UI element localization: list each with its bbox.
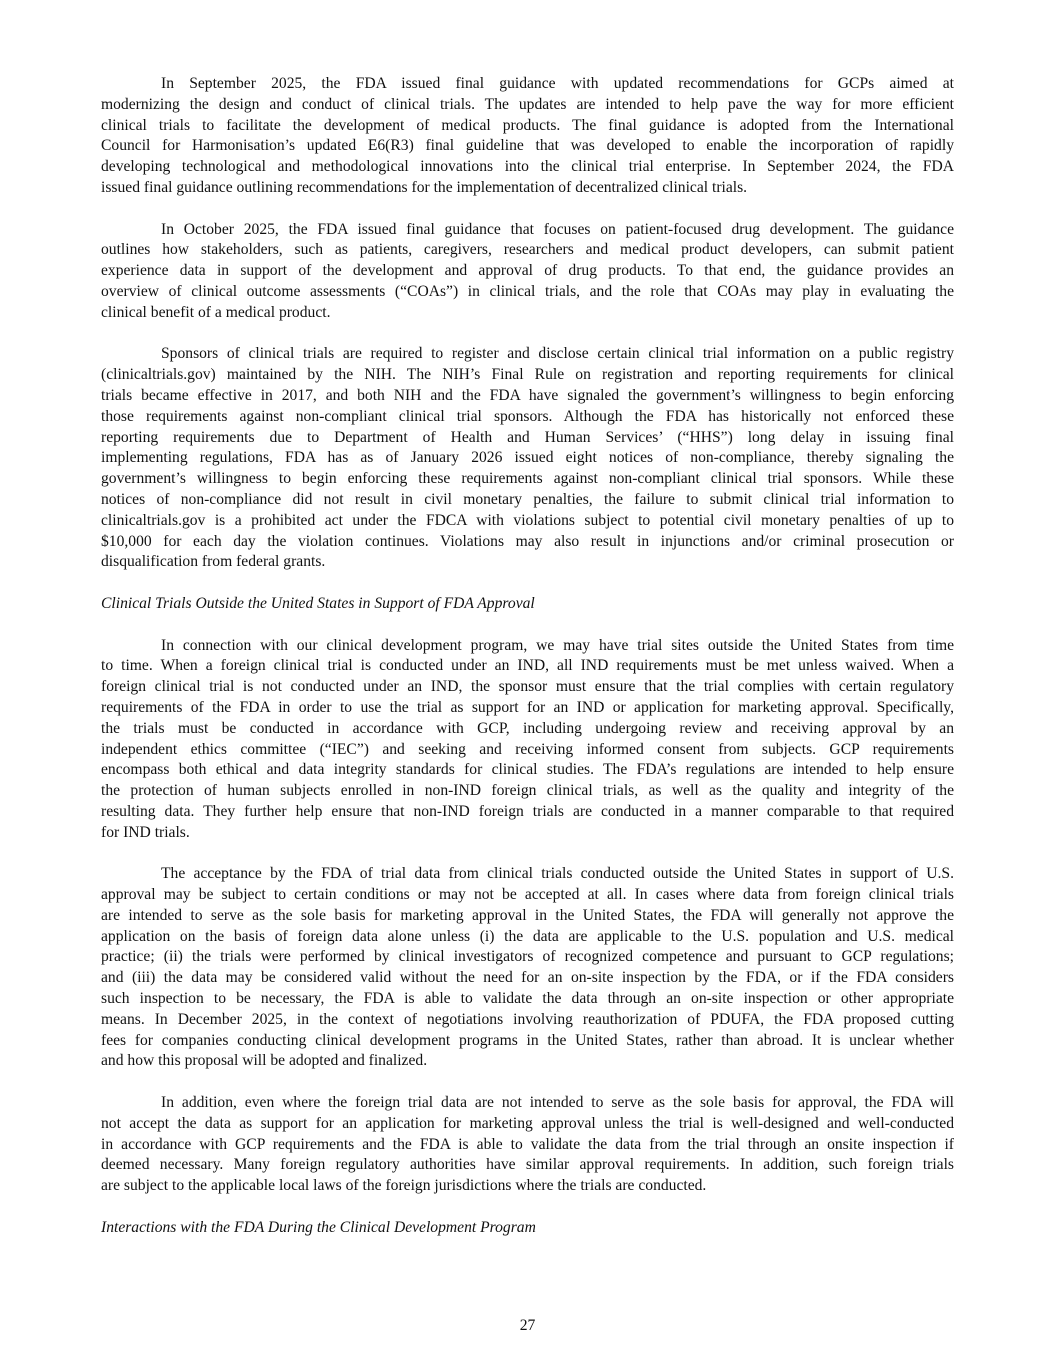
text-line: issued final guidance outlining recommendations for the implementation of decentralized clinical trials.: [101, 178, 748, 196]
text-line: In connection with our clinical development program, we may have trial sites outside the United States from time: [161, 636, 954, 654]
text-line: those requirements against non-compliant clinical trial sponsors. Although the FDA has historically not enforced these: [101, 407, 954, 425]
text-line: are intended to serve as the sole basis for marketing approval in the United States, the FDA will generally not approve the: [101, 906, 954, 924]
text-line: and (iii) the data may be considered valid without the need for an on-site inspection by the FDA, or if the FDA considers: [101, 969, 954, 987]
text-line: the trials must be conducted in accordance with GCP, including undergoing review and receiving approval by an: [101, 719, 954, 737]
text-line: clinical trials to facilitate the development of medical products. The final guidance is adopted from the International: [101, 116, 954, 134]
text-line: application on the basis of foreign data alone unless (i) the data are applicable to the U.S. population and U.S. medical: [101, 927, 954, 945]
text-line: outlines how stakeholders, such as patients, caregivers, researchers and medical product developers, can submit patient: [101, 241, 954, 259]
paragraph-foreign-data-support: [101, 1093, 954, 1197]
text-line: Council for Harmonisation’s updated E6(R3) final guideline that was developed to enable the incorporation of rapidly: [101, 137, 954, 155]
text-line: in accordance with GCP requirements and the FDA is able to validate the data from the trial through an onsite inspection if: [101, 1135, 954, 1153]
text-line: and how this proposal will be adopted and finalized.: [101, 1052, 428, 1070]
text-line: disqualification from federal grants.: [101, 553, 326, 571]
text-line: The acceptance by the FDA of trial data from clinical trials conducted outside the United States in support of U.S.: [161, 865, 954, 883]
text-line: to time. When a foreign clinical trial is conducted under an IND, all IND requirements must be met unless waived. When a: [101, 657, 954, 675]
text-line: implementing regulations, FDA has as of January 2026 issued eight notices of non-compliance, thereby signaling the: [101, 449, 954, 467]
text-line: are subject to the applicable local laws of the foreign jurisdictions where the trials are conducted.: [101, 1177, 707, 1195]
page-number: 27: [519, 1317, 536, 1334]
text-line: clinicaltrials.gov is a prohibited act under the FDCA with violations subject to potential civil monetary penalties of up to: [101, 511, 954, 529]
text-line: means. In December 2025, in the context of negotiations involving reauthorization of PDUFA, the FDA proposed cutting: [101, 1010, 954, 1028]
text-line: (clinicaltrials.gov) maintained by the NIH. The NIH’s Final Rule on registration and reporting requirements for clinical: [101, 366, 954, 384]
text-line: for IND trials.: [101, 823, 190, 841]
text-line: notices of non-compliance did not result in civil monetary penalties, the failure to submit clinical trial information to: [101, 490, 954, 508]
text-line: encompass both ethical and data integrity standards for clinical studies. The FDA’s regulations are intended to help ensure: [101, 761, 954, 779]
document-page: [101, 74, 954, 1259]
text-line: modernizing the design and conduct of clinical trials. The updates are intended to help pave the way for more efficient: [101, 95, 954, 113]
section-heading-fda-interactions: Interactions with the FDA During the Clinical Development Program: [101, 1218, 536, 1236]
text-line: government’s willingness to begin enforcing these requirements against non-compliant clinical trial sponsors. While these: [101, 470, 954, 488]
paragraph-foreign-data-acceptance: [101, 864, 954, 1072]
paragraph-patient-focused-guidance: [101, 220, 954, 324]
text-line: trials became effective in 2017, and both NIH and the FDA have signaled the government’s willingness to begin enforcing: [101, 386, 954, 404]
text-line: reporting requirements due to Department of Health and Human Services’ (“HHS”) long delay in issuing final: [101, 428, 954, 446]
text-line: In October 2025, the FDA issued final guidance that focuses on patient-focused drug development. The guidance: [161, 220, 954, 238]
text-line: requirements of the FDA in order to use the trial as support for an IND or application for marketing approval. Specifically,: [101, 698, 954, 716]
text-line: fees for companies conducting clinical development programs in the United States, rather than abroad. It is unclear whether: [101, 1031, 954, 1049]
paragraph-foreign-trial-sites: [101, 636, 954, 844]
text-line: resulting data. They further help ensure that non-IND foreign trials are conducted in a manner comparable to that required: [101, 802, 954, 820]
text-line: the protection of human subjects enrolled in non-IND foreign clinical trials, as well as the quality and integrity of the: [101, 782, 954, 800]
paragraph-clinicaltrials-registry: [101, 344, 954, 573]
text-line: foreign clinical trial is not conducted under an IND, the sponsor must ensure that the trial complies with certain regulatory: [101, 678, 954, 696]
text-line: independent ethics committee (“IEC”) and seeking and receiving informed consent from subjects. GCP requirements: [101, 740, 954, 758]
text-line: Sponsors of clinical trials are required to register and disclose certain clinical trial information on a public registry: [161, 345, 954, 363]
section-heading-trials-outside-us: Clinical Trials Outside the United States in Support of FDA Approval: [101, 594, 535, 612]
text-line: In September 2025, the FDA issued final guidance with updated recommendations for GCPs aimed at: [161, 75, 954, 92]
text-line: clinical benefit of a medical product.: [101, 303, 331, 321]
text-line: In addition, even where the foreign trial data are not intended to serve as the sole basis for approval, the FDA will: [161, 1094, 954, 1112]
text-line: practice; (ii) the trials were performed by clinical investigators of recognized competence and pursuant to GCP regulations;: [101, 948, 954, 966]
text-line: such inspection to be necessary, the FDA is able to validate the data through an on-site inspection or other appropriate: [101, 990, 954, 1008]
text-line: developing technological and methodological innovations into the clinical trial enterprise. In September 2024, the FDA: [101, 158, 954, 176]
text-line: approval may be subject to certain conditions or may not be accepted at all. In cases where data from foreign clinical trials: [101, 886, 954, 904]
text-line: $10,000 for each day the violation continues. Violations may also result in injunctions and/or criminal prosecution or: [101, 532, 954, 550]
text-line: overview of clinical outcome assessments (“COAs”) in clinical trials, and the role that COAs may play in evaluating the: [101, 282, 954, 300]
paragraph-gcp-guidance: [101, 74, 954, 199]
text-line: not accept the data as support for an application for marketing approval unless the trial is well-designed and well-conducted: [101, 1114, 954, 1132]
text-line: deemed necessary. Many foreign regulatory authorities have similar approval requirements. In addition, such foreign trials: [101, 1156, 954, 1174]
text-line: experience data in support of the development and approval of drug products. To that end, the guidance provides an: [101, 262, 954, 280]
